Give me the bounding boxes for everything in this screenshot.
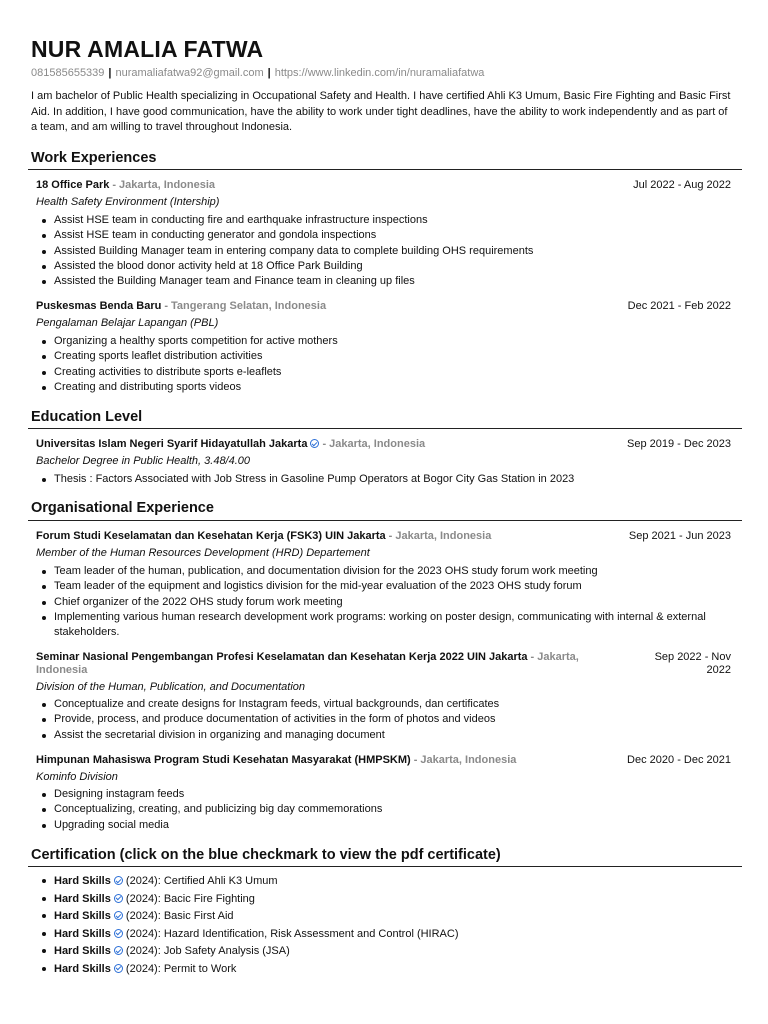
- date-range: Sep 2022 - Nov 2022: [654, 651, 731, 676]
- cert-label: Hard Skills: [54, 875, 111, 887]
- list-item: Upgrading social media: [54, 818, 762, 833]
- list-item: Chief organizer of the 2022 OHS study forum work meeting: [54, 595, 762, 610]
- location-dash: -: [112, 179, 117, 191]
- cert-label: Hard Skills: [54, 927, 111, 940]
- resume-name: NUR AMALIA FATWA: [31, 36, 264, 62]
- certification-item: [54, 908, 762, 926]
- bullet-list: [36, 564, 762, 640]
- role-title: Member of the Human Resources Development (HRD) Departement: [36, 547, 370, 559]
- location-dash: -: [322, 438, 327, 450]
- contact-separator: |: [108, 67, 112, 79]
- cert-text: (2024): Basic First Aid: [125, 910, 234, 922]
- section-title-certification: Certification (click on the blue checkmark to view the pdf certificate): [31, 847, 501, 863]
- location: Jakarta, Indonesia: [395, 530, 492, 542]
- role-title: Health Safety Environment (Intership): [36, 196, 220, 208]
- location: Jakarta, Indonesia: [420, 754, 517, 766]
- entry-header: [36, 651, 731, 677]
- location: Jakarta, Indonesia: [36, 651, 579, 676]
- list-item: Assisted the Building Manager team and Finance team in cleaning up files: [54, 274, 762, 289]
- cert-text: (2024): Certified Ahli K3 Umum: [125, 875, 278, 887]
- section-divider: [28, 169, 742, 170]
- certification-item: [54, 926, 762, 944]
- verified-checkmark-icon[interactable]: [114, 894, 123, 903]
- cert-text: (2024): Hazard Identification, Risk Assessment and Control (HIRAC): [125, 927, 459, 940]
- certification-item: [54, 891, 762, 909]
- list-item: Team leader of the equipment and logistics division for the mid-year evaluation of the 2023 OHS study forum: [54, 579, 762, 594]
- location-dash: -: [164, 300, 169, 312]
- cert-text: (2024): Permit to Work: [125, 962, 237, 975]
- list-item: Creating and distributing sports videos: [54, 380, 762, 395]
- list-item: Provide, process, and produce documentation of activities in the form of photos and videos: [54, 712, 762, 727]
- list-item: Assisted Building Manager team in entering company data to complete building OHS requirements: [54, 244, 762, 259]
- list-item: Thesis : Factors Associated with Job Stress in Gasoline Pump Operators at Bogor City Gas Station in 2023: [54, 472, 762, 487]
- email-link[interactable]: nuramaliafatwa92@gmail.com: [115, 67, 264, 79]
- list-item: Creating activities to distribute sports e-leaflets: [54, 365, 762, 380]
- section-divider: [28, 520, 742, 521]
- bullet-list: [36, 472, 762, 487]
- list-item: Conceptualizing, creating, and publicizing big day commemorations: [54, 802, 762, 817]
- list-item: Assist HSE team in conducting generator and gondola inspections: [54, 228, 762, 243]
- role-title: Kominfo Division: [36, 771, 118, 783]
- certification-item: [54, 873, 762, 891]
- location: Jakarta, Indonesia: [329, 438, 426, 450]
- cert-text: (2024): Bacic Fire Fighting: [125, 892, 255, 905]
- list-item: Team leader of the human, publication, and documentation division for the 2023 OHS study forum work meeting: [54, 564, 762, 579]
- location: Tangerang Selatan, Indonesia: [171, 300, 327, 312]
- list-item: Assisted the blood donor activity held at 18 Office Park Building: [54, 259, 762, 274]
- contact-separator: |: [267, 67, 271, 79]
- list-item: Assist HSE team in conducting fire and earthquake infrastructure inspections: [54, 213, 762, 228]
- bullet-list: [36, 787, 762, 833]
- verified-checkmark-icon[interactable]: [114, 964, 123, 973]
- location-dash: -: [388, 530, 393, 542]
- cert-label: Hard Skills: [54, 892, 111, 905]
- cert-label: Hard Skills: [54, 910, 111, 922]
- list-item: Designing instagram feeds: [54, 787, 762, 802]
- bullet-list: [36, 213, 762, 289]
- list-item: Assist the secretarial division in organizing and managing document: [54, 728, 762, 743]
- entry-header: [36, 179, 731, 192]
- verified-checkmark-icon[interactable]: [114, 929, 123, 938]
- verified-checkmark-icon[interactable]: [114, 876, 123, 885]
- certification-item: [54, 961, 762, 979]
- organization-name: 18 Office Park: [36, 179, 110, 191]
- cert-text: (2024): Job Safety Analysis (JSA): [125, 945, 290, 957]
- role-title: Division of the Human, Publication, and Documentation: [36, 681, 306, 693]
- section-divider: [28, 866, 742, 867]
- bullet-list: [36, 334, 762, 395]
- organization-name: Himpunan Mahasiswa Program Studi Kesehatan Masyarakat (HMPSKM): [36, 754, 411, 766]
- list-item: Implementing various human research development work programs: working on poster design, communicating with internal & external stakeholders.: [54, 610, 762, 641]
- location-dash: -: [530, 651, 535, 663]
- summary-text: I am bachelor of Public Health specializing in Occupational Safety and Health. I have certified Ahli K3 Umum, Basic Fire Fighting and Basic First Aid. In addition, I have good communication, have the ability to work under tight deadlines, have the ability to work independently and as part of a team, and am willing to travel throughout Indonesia.: [31, 90, 731, 133]
- role-title: Pengalaman Belajar Lapangan (PBL): [36, 317, 219, 329]
- certification-item: [54, 943, 762, 961]
- section-title-organisational: Organisational Experience: [31, 500, 214, 516]
- entry-header: [36, 754, 731, 767]
- date-range: Jul 2022 - Aug 2022: [633, 179, 731, 191]
- date-range: Sep 2019 - Dec 2023: [627, 438, 731, 450]
- location: Jakarta, Indonesia: [119, 179, 216, 191]
- organization-name: Seminar Nasional Pengembangan Profesi Keselamatan dan Kesehatan Kerja 2022 UIN Jakarta: [36, 651, 528, 663]
- entry-header: [36, 530, 731, 543]
- organization-name: Universitas Islam Negeri Syarif Hidayatullah Jakarta: [36, 438, 308, 450]
- list-item: Organizing a healthy sports competition for active mothers: [54, 334, 762, 349]
- verified-checkmark-icon[interactable]: [114, 946, 123, 955]
- organization-name: Puskesmas Benda Baru: [36, 300, 162, 312]
- entry-header: [36, 300, 731, 313]
- linkedin-link[interactable]: https://www.linkedin.com/in/nuramaliafatwa: [274, 67, 485, 79]
- phone-number: 081585655339: [31, 67, 105, 79]
- location-dash: -: [413, 754, 418, 766]
- organization-name: Forum Studi Keselamatan dan Kesehatan Kerja (FSK3) UIN Jakarta: [36, 530, 386, 542]
- cert-label: Hard Skills: [54, 962, 111, 975]
- cert-label: Hard Skills: [54, 945, 111, 957]
- bullet-list: [36, 697, 762, 743]
- role-title: Bachelor Degree in Public Health, 3.48/4.00: [36, 455, 251, 467]
- section-title-work: Work Experiences: [31, 150, 157, 166]
- section-divider: [28, 428, 742, 429]
- list-item: Creating sports leaflet distribution activities: [54, 349, 762, 364]
- list-item: Conceptualize and create designs for Instagram feeds, virtual backgrounds, dan certificates: [54, 697, 762, 712]
- section-title-education: Education Level: [31, 409, 143, 425]
- date-range: Dec 2021 - Feb 2022: [627, 300, 731, 312]
- certification-list: [36, 873, 762, 978]
- verified-checkmark-icon[interactable]: [310, 439, 319, 448]
- entry-header: [36, 438, 731, 451]
- verified-checkmark-icon[interactable]: [114, 911, 123, 920]
- date-range: Dec 2020 - Dec 2021: [627, 754, 731, 766]
- contact-line: [31, 67, 484, 79]
- date-range: Sep 2021 - Jun 2023: [628, 530, 731, 542]
